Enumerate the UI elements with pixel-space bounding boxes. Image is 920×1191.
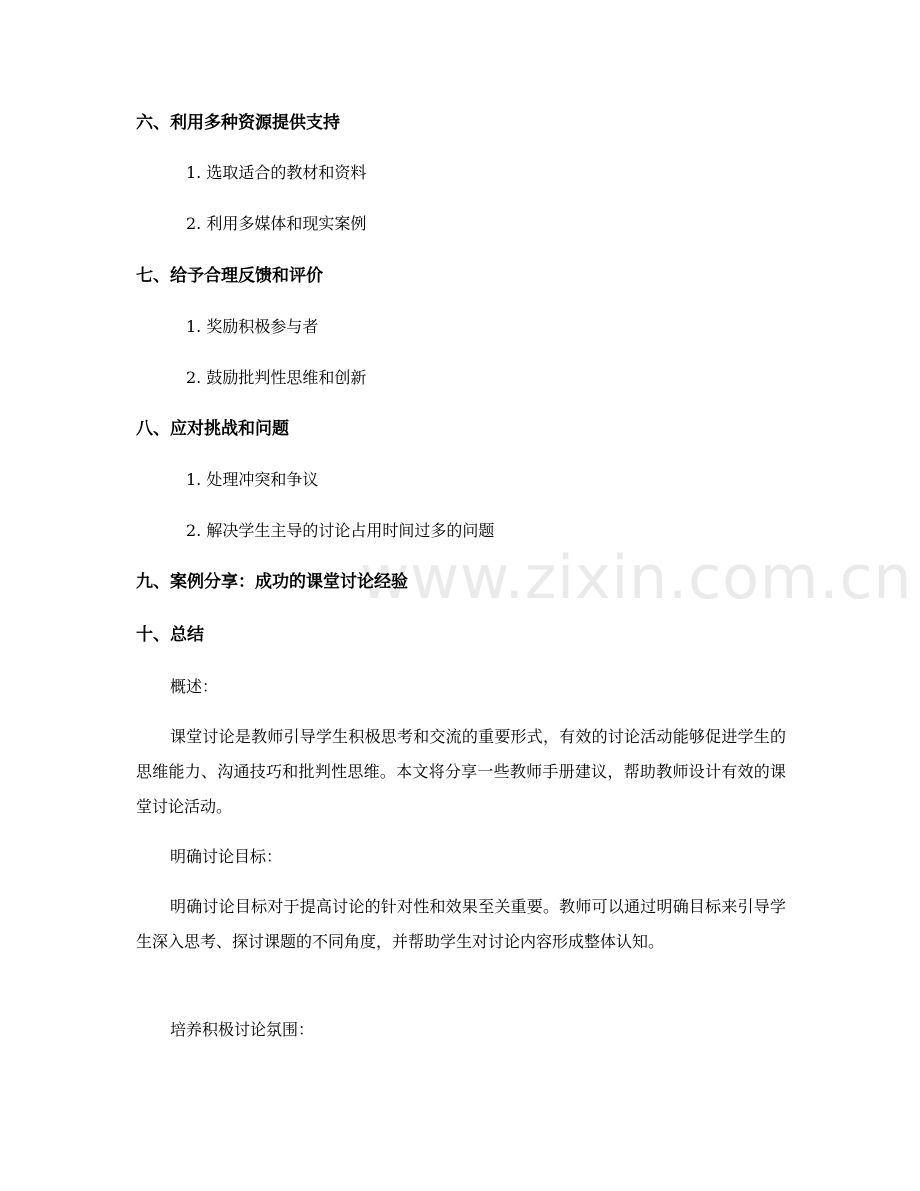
goal-label: 明确讨论目标：	[170, 847, 283, 866]
overview-label: 概述：	[170, 677, 219, 696]
list-item: 1. 选取适合的教材和资料	[186, 163, 367, 182]
list-item: 1. 处理冲突和争议	[186, 470, 319, 489]
section-heading-10: 十、总结	[136, 625, 204, 645]
section-heading-9: 九、案例分享：成功的课堂讨论经验	[136, 572, 408, 592]
list-item: 2. 利用多媒体和现实案例	[186, 214, 367, 233]
section-heading-8: 八、应对挑战和问题	[136, 419, 289, 439]
goal-paragraph: 明确讨论目标对于提高讨论的针对性和效果至关重要。教师可以通过明确目标来引导学生深入思考、探讨课题的不同角度，并帮助学生对讨论内容形成整体认知。	[136, 897, 786, 951]
section-heading-7: 七、给予合理反馈和评价	[136, 266, 323, 286]
overview-paragraph: 课堂讨论是教师引导学生积极思考和交流的重要形式，有效的讨论活动能够促进学生的思维能力、沟通技巧和批判性思维。本文将分享一些教师手册建议，帮助教师设计有效的课堂讨论活动。	[136, 727, 786, 816]
section-heading-6: 六、利用多种资源提供支持	[136, 113, 340, 133]
list-item: 2. 解决学生主导的讨论占用时间过多的问题	[186, 521, 495, 540]
list-item: 2. 鼓励批判性思维和创新	[186, 368, 367, 387]
atmosphere-label: 培养积极讨论氛围：	[170, 1020, 315, 1039]
list-item: 1. 奖励积极参与者	[186, 317, 319, 336]
watermark: www.zixin.com.cn	[360, 543, 913, 613]
